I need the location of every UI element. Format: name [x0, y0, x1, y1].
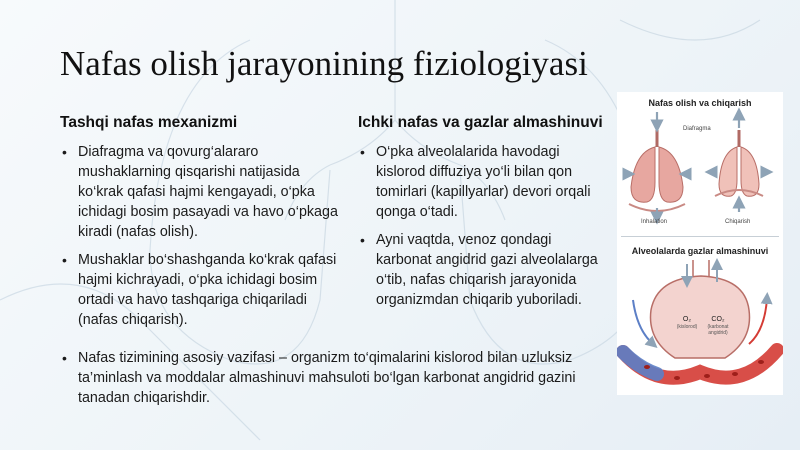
list-item: • Diafragma va qovurg‘alararo mushaklarning qisqarishi natijasida ko‘krak qafasi hajmi kengayadi, o‘pka ichidagi bosim pasayadi va havo o‘pkaga kiradi (nafas olish). [60, 142, 342, 242]
co2-symbol: CO₂ [711, 316, 725, 323]
diaphragm-label: Diafragma [683, 126, 711, 132]
main-function-section [60, 348, 620, 416]
list-item: • Mushaklar bo‘shashganda ko‘krak qafasi hajmi kichrayadi, o‘pka ichidagi bosim ortadi va havo tashqariga chiqariladi (nafas chiqarish). [60, 250, 342, 330]
alveoli-panel-title: Alveolalarda gazlar almashinuvi [631, 246, 769, 256]
exhalation-lungs [715, 130, 763, 196]
external-respiration-list [60, 142, 342, 330]
co2-sub: (karbonat angidrid) [707, 324, 729, 336]
slide-title: Nafas olish jarayonining fiziologiyasi [60, 44, 588, 83]
main-function-bullet: • Nafas tizimining asosiy vazifasi – organizm to‘qimalarini kislorod bilan uzluksiz ta’minlash va moddalar almashinuvi mahsuloti bo‘lgan karbonat angidrid gazini tanadan chiqarishdir. [60, 348, 620, 408]
lungs-diagram [617, 92, 783, 232]
internal-respiration-section [358, 114, 606, 318]
list-item: • O‘pka alveolalarida havodagi kislorod diffuziya yo‘li bilan qon tomirlari (kapillyarlar) devori orqali qonga o‘tadi. [358, 142, 606, 222]
internal-respiration-list [358, 142, 606, 310]
inhalation-label: Inhalation [641, 219, 668, 225]
co2-label [703, 316, 733, 336]
alveolus-diagram [617, 240, 783, 395]
alveoli-panel [617, 240, 783, 395]
inhalation-lungs [629, 130, 685, 211]
oxygen-symbol: O₂ [682, 316, 692, 323]
list-item: • Ayni vaqtda, venoz qondagi karbonat angidrid gazi alveolalarga o‘tib, nafas chiqarish jarayonida organizmdan chiqarib yuboriladi. [358, 230, 606, 310]
breathing-panel-title: Nafas olish va chiqarish [648, 98, 752, 108]
main-function-list [60, 348, 620, 408]
figure-divider [621, 236, 779, 237]
breathing-panel [617, 92, 783, 232]
breathing-figure [617, 92, 783, 395]
external-respiration-section [60, 114, 342, 338]
external-respiration-heading: Tashqi nafas mexanizmi [60, 114, 238, 131]
exhalation-label: Chiqarish [725, 219, 751, 225]
oxygen-sub: (kislorod) [676, 324, 698, 330]
internal-respiration-heading: Ichki nafas va gazlar almashinuvi [358, 114, 603, 131]
oxygen-label [675, 316, 699, 330]
